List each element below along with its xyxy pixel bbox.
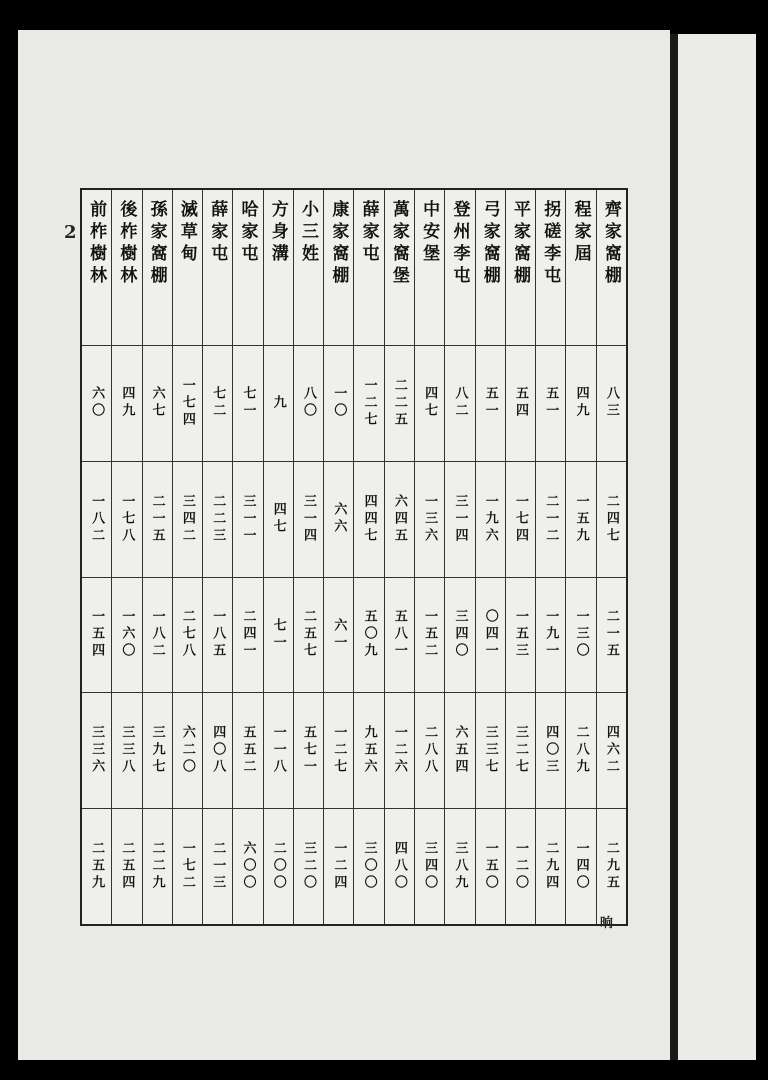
table-cell: 四九 <box>112 346 141 462</box>
table-cell: 四四七 <box>354 462 383 578</box>
facing-page-edge <box>678 34 756 1060</box>
table-cell: 一三六 <box>415 462 444 578</box>
table-cell: 二五七 <box>294 578 323 694</box>
table-cell: 六二〇 <box>173 693 202 809</box>
table-cell: 一五九 <box>566 462 595 578</box>
table-cell: 三一四 <box>294 462 323 578</box>
table-cell: 五〇九 <box>354 578 383 694</box>
table-cell: 四七 <box>264 462 293 578</box>
table-cell: 三〇〇 <box>361 841 377 893</box>
table-column <box>535 190 565 924</box>
table-column <box>384 190 414 924</box>
column-header: 前柞樹林 <box>82 190 111 346</box>
table-cell: 五一 <box>536 346 565 462</box>
table-cell: 九 <box>264 346 293 462</box>
table-column <box>293 190 323 924</box>
table-cell: 五七一 <box>294 693 323 809</box>
table-cell: 三二〇 <box>301 841 317 893</box>
table-cell: 一〇 <box>324 346 353 462</box>
table-cell: 四九 <box>566 346 595 462</box>
table-cell: 三一一 <box>233 462 262 578</box>
table-column <box>142 190 172 924</box>
column-header: 登州李屯 <box>445 190 474 346</box>
table-column <box>444 190 474 924</box>
column-header: 孫家窩棚 <box>143 190 172 346</box>
table-column <box>82 190 111 924</box>
column-header: 方身溝 <box>264 190 293 346</box>
table-cell: 二五四 <box>119 841 135 893</box>
table-column <box>172 190 202 924</box>
table-column <box>202 190 232 924</box>
column-header: 萬家窩堡 <box>385 190 414 346</box>
table-cell: 二九五 <box>603 841 619 893</box>
column-header: 小三姓 <box>294 190 323 346</box>
table-cell: 一五四 <box>82 578 111 694</box>
column-header: 後柞樹林 <box>112 190 141 346</box>
column-header: 滅草甸 <box>173 190 202 346</box>
table-cell: 二二三 <box>203 462 232 578</box>
table-cell: 三三七 <box>476 693 505 809</box>
column-header: 薛家屯 <box>354 190 383 346</box>
table-cell: 五一 <box>476 346 505 462</box>
column-header: 哈家屯 <box>233 190 262 346</box>
table-cell: 四〇八 <box>203 693 232 809</box>
table-cell: 五五二 <box>233 693 262 809</box>
table-cell: 三一四 <box>445 462 474 578</box>
column-header: 弓家窩棚 <box>476 190 505 346</box>
table-cell: 一五三 <box>506 578 535 694</box>
column-header: 拐磋李屯 <box>536 190 565 346</box>
table-cell: 六七 <box>143 346 172 462</box>
table-cell: 一五〇 <box>482 841 498 893</box>
page-number: 2 <box>64 222 77 243</box>
table-column <box>565 190 595 924</box>
table-cell: 二九四 <box>543 841 559 893</box>
table-cell: 五四 <box>506 346 535 462</box>
table-cell: 三四〇 <box>422 841 438 893</box>
table-cell: 一五二 <box>415 578 444 694</box>
village-table <box>80 188 628 926</box>
table-cell: 一七二 <box>179 841 195 893</box>
table-cell: 二八九 <box>566 693 595 809</box>
column-header: 康家窩棚 <box>324 190 353 346</box>
table-cell: 四八〇 <box>391 841 407 893</box>
table-cell: 三三六 <box>82 693 111 809</box>
table-cell: 一二〇 <box>513 841 529 893</box>
table-column <box>263 190 293 924</box>
table-cell: 二四七 <box>597 462 626 578</box>
table-cell: 一四〇 <box>573 841 589 893</box>
table-cell: 三八九 <box>452 841 468 893</box>
table-cell: 七一 <box>233 346 262 462</box>
table-cell: 一二七 <box>354 346 383 462</box>
table-column <box>323 190 353 924</box>
table-cell: 二一三 <box>210 841 226 893</box>
table-cell: 二五九 <box>89 841 105 893</box>
table-cell: 一六〇 <box>112 578 141 694</box>
table-cell: 三三八 <box>112 693 141 809</box>
table-cell: 一二四 <box>331 841 347 893</box>
table-cell: 二八八 <box>415 693 444 809</box>
table-cell: 一八二 <box>82 462 111 578</box>
table-cell: 七一 <box>264 578 293 694</box>
table-cell: 一二六 <box>385 693 414 809</box>
table-column <box>475 190 505 924</box>
table-cell: 三四〇 <box>445 578 474 694</box>
table-column <box>232 190 262 924</box>
table-column <box>596 190 626 924</box>
table-cell: 二〇〇 <box>270 841 286 893</box>
table-cell: 一八二 <box>143 578 172 694</box>
table-cell: 一九六 <box>476 462 505 578</box>
table-cell: 一三〇 <box>566 578 595 694</box>
table-cell: 九五六 <box>354 693 383 809</box>
column-header: 程家屆 <box>566 190 595 346</box>
table-cell: 二二五 <box>385 346 414 462</box>
column-header: 齊家窩棚 <box>597 190 626 346</box>
table-cell: 六五四 <box>445 693 474 809</box>
table-cell: 六一 <box>324 578 353 694</box>
corner-character: 晌 <box>600 916 614 931</box>
table-cell: 六〇 <box>82 346 111 462</box>
table-cell: 三二七 <box>506 693 535 809</box>
column-header: 平家窩棚 <box>506 190 535 346</box>
page-gutter <box>670 34 678 1060</box>
table-column <box>353 190 383 924</box>
table-cell: 六四五 <box>385 462 414 578</box>
table-cell: 二一五 <box>143 462 172 578</box>
column-header: 中安堡 <box>415 190 444 346</box>
table-cell: 八三 <box>597 346 626 462</box>
column-header: 薛家屯 <box>203 190 232 346</box>
table-cell: 一九一 <box>536 578 565 694</box>
table-column <box>414 190 444 924</box>
table-cell: 七二 <box>203 346 232 462</box>
table-cell: 六六 <box>324 462 353 578</box>
table-cell: 二一五 <box>597 578 626 694</box>
table-cell: 八二 <box>445 346 474 462</box>
table-cell: 一一八 <box>264 693 293 809</box>
table-cell: 五八一 <box>385 578 414 694</box>
table-cell: 六〇〇 <box>240 841 256 893</box>
table-cell: 四六二 <box>597 693 626 809</box>
table-cell: 三四二 <box>173 462 202 578</box>
table-cell: 四〇三 <box>536 693 565 809</box>
table-cell: 一七四 <box>506 462 535 578</box>
table-cell: 八〇 <box>294 346 323 462</box>
table-cell: 二七八 <box>173 578 202 694</box>
table-cell: 四七 <box>415 346 444 462</box>
table-cell: 一七四 <box>173 346 202 462</box>
table-cell: 一二七 <box>324 693 353 809</box>
table-cell: 二二九 <box>149 841 165 893</box>
table-column <box>505 190 535 924</box>
table-cell: 一八五 <box>203 578 232 694</box>
table-column <box>111 190 141 924</box>
table-cell: 二四一 <box>233 578 262 694</box>
table-cell: 三九七 <box>143 693 172 809</box>
table-cell: 〇四一 <box>476 578 505 694</box>
table-cell: 一七八 <box>112 462 141 578</box>
table-cell: 二一二 <box>536 462 565 578</box>
